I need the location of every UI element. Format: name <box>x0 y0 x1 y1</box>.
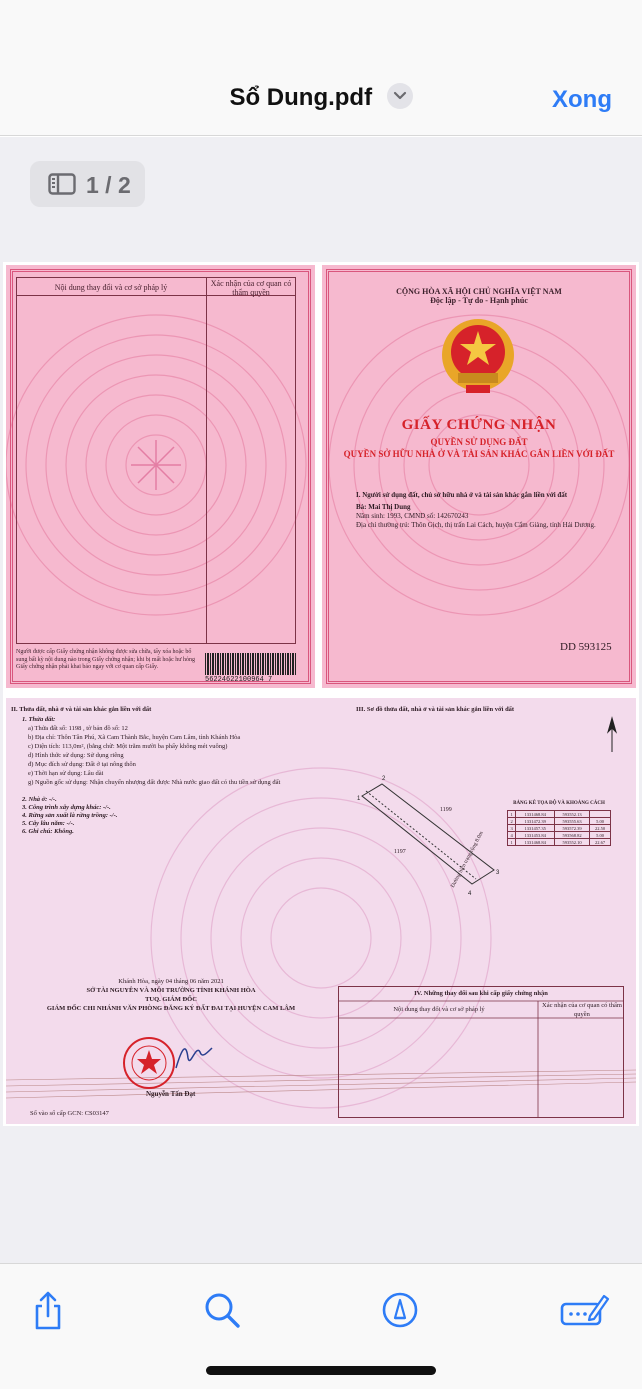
sidebar-icon <box>48 173 76 200</box>
road-label: Đường hiện trạng rộng 8.0m <box>450 830 485 889</box>
svg-text:3: 3 <box>496 870 500 876</box>
svg-text:4: 4 <box>468 891 472 897</box>
table-cell: 4 <box>508 832 516 839</box>
title-area[interactable] <box>0 84 642 112</box>
land-location: b) Địa chỉ: Thôn Tân Phú, Xã Cam Thành Bắc, huyện Cam Lâm, tỉnh Khánh Hòa <box>28 734 241 741</box>
coord-table-title: BẢNG KÊ TỌA ĐỘ VÀ KHOẢNG CÁCH <box>513 801 605 806</box>
director-title: GIÁM ĐỐC CHI NHÁNH VĂN PHÒNG ĐĂNG KÝ ĐẤT ĐAI TẠI HUYỆN CAM LÂM <box>46 1005 296 1012</box>
nav-header <box>0 0 642 136</box>
section-3-heading: III. Sơ đồ thửa đất, nhà ở và tài sản khác gắn liền với đất <box>356 706 515 713</box>
table-cell: 1 <box>508 839 516 846</box>
house-info: 2. Nhà ở: -/-. <box>22 796 57 803</box>
table-row <box>508 832 611 839</box>
neighbor-1197: 1197 <box>394 849 406 855</box>
markup-icon[interactable] <box>378 1288 422 1332</box>
home-indicator[interactable] <box>206 1366 436 1375</box>
certificate-front-panel <box>322 265 636 688</box>
issue-date: Khánh Hòa, ngày 04 tháng 06 năm 2021 <box>118 978 224 985</box>
signature-icon[interactable] <box>560 1288 604 1332</box>
owner-name: Bà: Mai Thị Dung <box>356 503 411 511</box>
usage-form: d) Hình thức sử dụng: Sử dụng riêng <box>28 752 124 759</box>
table-cell: 593555.63 <box>555 818 590 825</box>
signature-mark <box>174 1038 214 1072</box>
table-cell: 593572.39 <box>555 825 590 832</box>
coord-table <box>507 810 611 846</box>
panel-border <box>10 269 311 684</box>
neighbor-1199: 1199 <box>440 807 452 813</box>
certificate-title: GIẤY CHỨNG NHẬN <box>401 417 557 433</box>
table-cell: 1331472.39 <box>516 818 555 825</box>
table-cell: 5.00 <box>590 832 611 839</box>
table-row <box>508 818 611 825</box>
share-icon[interactable] <box>26 1288 70 1332</box>
table-cell: 1331457.35 <box>516 825 555 832</box>
authority-confirm-header: Xác nhận của cơ quan có thẩm quyền <box>210 279 292 297</box>
certificate-back-panel <box>6 265 315 688</box>
table-cell: 5.00 <box>590 818 611 825</box>
section-1-heading: I. Người sử dụng đất, chủ sở hữu nhà ở và tài sản khác gắn liền với đất <box>356 491 568 499</box>
section-4-col1: Nội dung thay đổi và cơ sở pháp lý <box>393 1006 485 1013</box>
pdf-page[interactable] <box>3 262 639 1126</box>
table-row <box>508 825 611 832</box>
page-indicator-label: 1 / 2 <box>86 172 131 198</box>
serial-number: DD 593125 <box>560 641 612 653</box>
section-4-heading: IV. Những thay đổi sau khi cấp giấy chứng nhận <box>414 990 548 997</box>
signer-name: Nguyễn Tấn Đạt <box>146 1090 196 1098</box>
parcel-info: a) Thửa đất số: 1198 , tờ bản đồ số: 12 <box>28 725 128 732</box>
construction-info: 3. Công trình xây dựng khác: -/-. <box>22 804 111 811</box>
table-cell: 593552.13 <box>555 811 590 818</box>
republic-header: CỘNG HÒA XÃ HỘI CHỦ NGHĨA VIỆT NAM <box>396 287 562 296</box>
note-info: 6. Ghi chú: Không. <box>22 828 74 835</box>
page-indicator[interactable] <box>30 161 145 207</box>
table-row <box>508 811 611 818</box>
record-number: Số vào sổ cấp GCN: CS03147 <box>30 1110 109 1117</box>
table-cell: 593552.10 <box>555 839 590 846</box>
done-button[interactable]: Xong <box>552 86 612 113</box>
certificate-inner-panel <box>6 698 636 1124</box>
official-stamp-icon <box>122 1036 176 1090</box>
barcode <box>205 653 297 675</box>
search-icon[interactable] <box>200 1288 244 1332</box>
issuing-authority: SỞ TÀI NGUYÊN VÀ MÔI TRƯỜNG TỈNH KHÁNH HÒA <box>86 987 256 994</box>
svg-text:2: 2 <box>382 776 386 782</box>
change-content-header: Nội dung thay đổi và cơ sở pháp lý <box>54 283 168 292</box>
table-cell: 22.50 <box>590 825 611 832</box>
chevron-down-icon[interactable] <box>387 83 413 109</box>
section-2-heading: II. Thửa đất, nhà ở và tài sản khác gắn liền với đất <box>11 706 152 713</box>
land-area: c) Diện tích: 113,0m², (bằng chữ: Một trăm mười ba phẩy không mét vuông) <box>28 743 228 750</box>
document-title[interactable]: Sổ Dung.pdf <box>229 84 373 111</box>
motto: Độc lập - Tự do - Hạnh phúc <box>430 296 528 305</box>
table-cell: 1331453.84 <box>516 832 555 839</box>
forest-info: 4. Rừng sản xuất là rừng trồng: -/-. <box>22 812 118 819</box>
land-heading: 1. Thửa đất: <box>22 716 56 723</box>
svg-text:1: 1 <box>357 796 361 802</box>
table-cell: 1331468.84 <box>516 839 555 846</box>
usage-term: e) Thời hạn sử dụng: Lâu dài <box>28 770 104 777</box>
usage-origin: g) Nguồn gốc sử dụng: Nhận chuyển nhượng đất được Nhà nước giao đất có thu tiền sử dụng đất <box>28 779 281 786</box>
pdf-viewer[interactable] <box>0 137 642 1263</box>
table-cell <box>590 811 611 818</box>
footnote: Người được cấp Giấy chứng nhận không được sửa chữa, tẩy xóa hoặc bổ sung bất kỳ nội dung nào trong Giấy chứng nhận; khi bị mất hoặc hư hỏng Giấy chứng nhận phải khai báo ngay với cơ quan cấp Giấy. <box>16 649 195 670</box>
table-cell: 3 <box>508 825 516 832</box>
national-emblem-icon <box>436 317 520 397</box>
table-row <box>508 839 611 846</box>
table-cell: 1 <box>508 811 516 818</box>
table-cell: 1331468.84 <box>516 811 555 818</box>
certificate-subtitle-2: QUYỀN SỞ HỮU NHÀ Ở VÀ TÀI SẢN KHÁC GẮN LIỀN VỚI ĐẤT <box>343 449 615 459</box>
barcode-number: 56224622100964 7 <box>205 676 273 684</box>
land-purpose: đ) Mục đích sử dụng: Đất ở tại nông thôn <box>28 761 136 768</box>
deputy-title: TUQ. GIÁM ĐỐC <box>145 996 197 1003</box>
table-cell: 22.67 <box>590 839 611 846</box>
owner-birth: Năm sinh: 1993, CMND số: 142670243 <box>356 512 469 520</box>
table-cell: 593568.82 <box>555 832 590 839</box>
owner-address: Địa chỉ thường trú: Thôn Gịch, thị trấn Lai Cách, huyện Cẩm Giàng, tỉnh Hải Dương. <box>356 521 596 529</box>
table-cell: 2 <box>508 818 516 825</box>
section-4-col2: Xác nhận của cơ quan có thẩm quyền <box>542 1002 622 1018</box>
certificate-subtitle-1: QUYỀN SỬ DỤNG ĐẤT <box>430 437 528 447</box>
perennial-info: 5. Cây lâu năm: -/-. <box>22 820 75 827</box>
